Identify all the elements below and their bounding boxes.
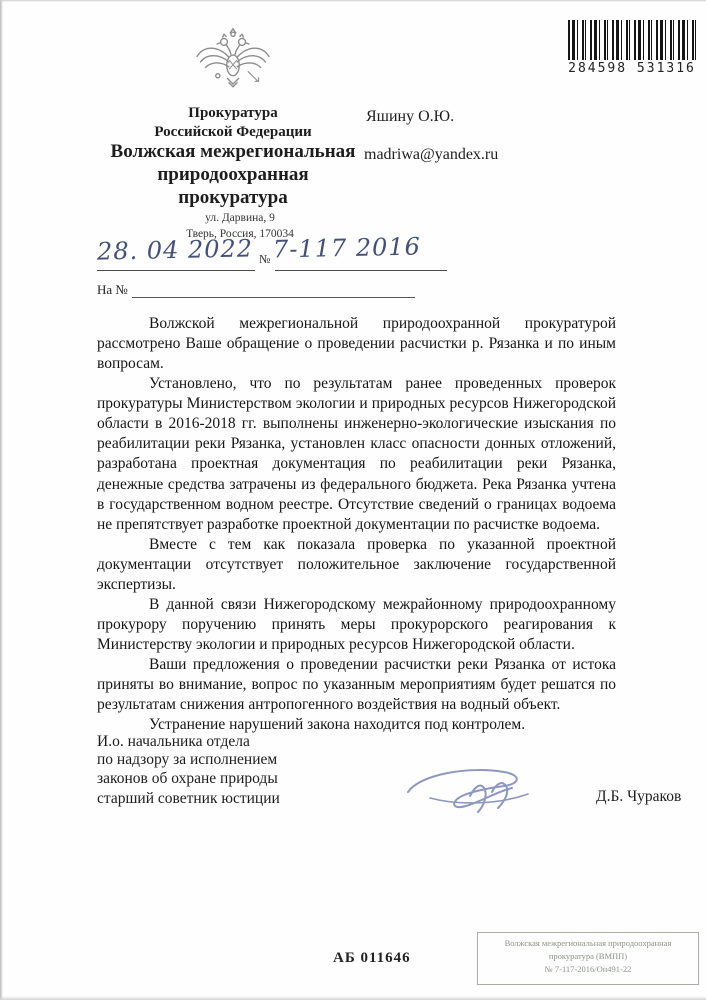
number-sign: № [259,252,271,266]
org-big-line3: прокуратура [178,187,288,209]
stamp-line1: Волжская межрегиональная природоохранная [504,938,672,948]
date-underline [97,270,255,271]
scan-edge-top [0,0,706,2]
paragraph-6: Устранение нарушений закона находится под контролем. [149,716,526,734]
scan-edge-bottom [0,996,706,1000]
coat-of-arms-eagle-icon [189,26,277,102]
org-small-line2: Российской Федерации [154,123,312,140]
org-big-line2: природоохранная [157,164,309,186]
stamp-line3: № 7-117-2016/Он491-22 [544,964,632,975]
reply-to-blank [132,284,415,298]
barcode-bars [568,20,696,60]
reply-to-line [97,282,427,298]
reply-to-label: На № [97,282,128,297]
paragraph-1: Волжской межрегиональной природоохранной прокуратурой рассмотрено Ваше обращение о проведении расчистки р. Рязанка и по иным вопросам. [97,315,616,373]
paragraph-4: В данной связи Нижегородскому межрайонному природоохранному прокурору поручению принять меры прокурорского реагирования к Министерству экологии и природных ресурсов Нижегородской области. [97,595,616,653]
postal-barcode [562,16,702,80]
barcode-digits: 284598 531316 [568,61,696,76]
blank-form-number: АБ 011646 [333,950,411,966]
paragraph-3: Вместе с тем как показала проверка по указанной проектной документации отсутствует положительное заключение государственной экспертизы. [97,535,616,593]
handwritten-date: 28. 04 2022 [96,234,254,266]
paragraph-5: Ваши предложения о проведении расчистки реки Рязанка от истока приняты во внимание, вопрос по указанным мероприятиям будет решатся по результатам снижения антропогенного воздействия на водный объект. [97,656,616,714]
paragraph-2: Установлено, что по результатам ранее проведенных проверок прокуратуры Министерством экологии и природных ресурсов Нижегородской области в 2016-2018 гг. выполнены инженерно-экологические изыскания по реабилитации реки Рязанка, установлен класс опасности донных отложений, разработана проектная документация по реабилитации реки Рязанка, денежные средства затрачены из федерального бюджета. Река Рязанка учтена в государственном водном реестре. Отсутствие сведений о границах водоема не препятствует разработке проектной документации по расчистке водоема. [97,375,616,533]
org-address-line2: Тверь, Россия, 170034 [186,227,294,240]
handwritten-signature [400,762,550,820]
signer-rank: старший советник юстиции [97,790,280,807]
registration-stamp [477,932,699,985]
signer-name: Д.Б. Чураков [596,788,682,805]
letter-body [97,314,616,735]
signer-position-line3: законов об охране природы [97,769,278,787]
number-underline [275,270,447,271]
scan-edge-left [0,0,3,1000]
signer-position [97,733,278,788]
recipient-email: madriwa@yandex.ru [364,146,499,163]
stamp-line2: прокуратура (ВМПП) [548,951,628,962]
handwritten-number: 7-117 2016 [272,232,422,264]
recipient-name: Яшину О.Ю. [366,108,455,125]
org-header-name [80,140,386,210]
org-small-line1: Прокуратура [188,105,278,121]
org-header-small [92,104,374,142]
org-big-line1: Волжская межрегиональная [110,141,356,162]
org-address-line1: ул. Дарвина, 9 [205,212,275,224]
signer-position-line1: И.о. начальника отдела [97,733,250,750]
signer-position-line2: по надзору за исполнением [97,751,278,769]
